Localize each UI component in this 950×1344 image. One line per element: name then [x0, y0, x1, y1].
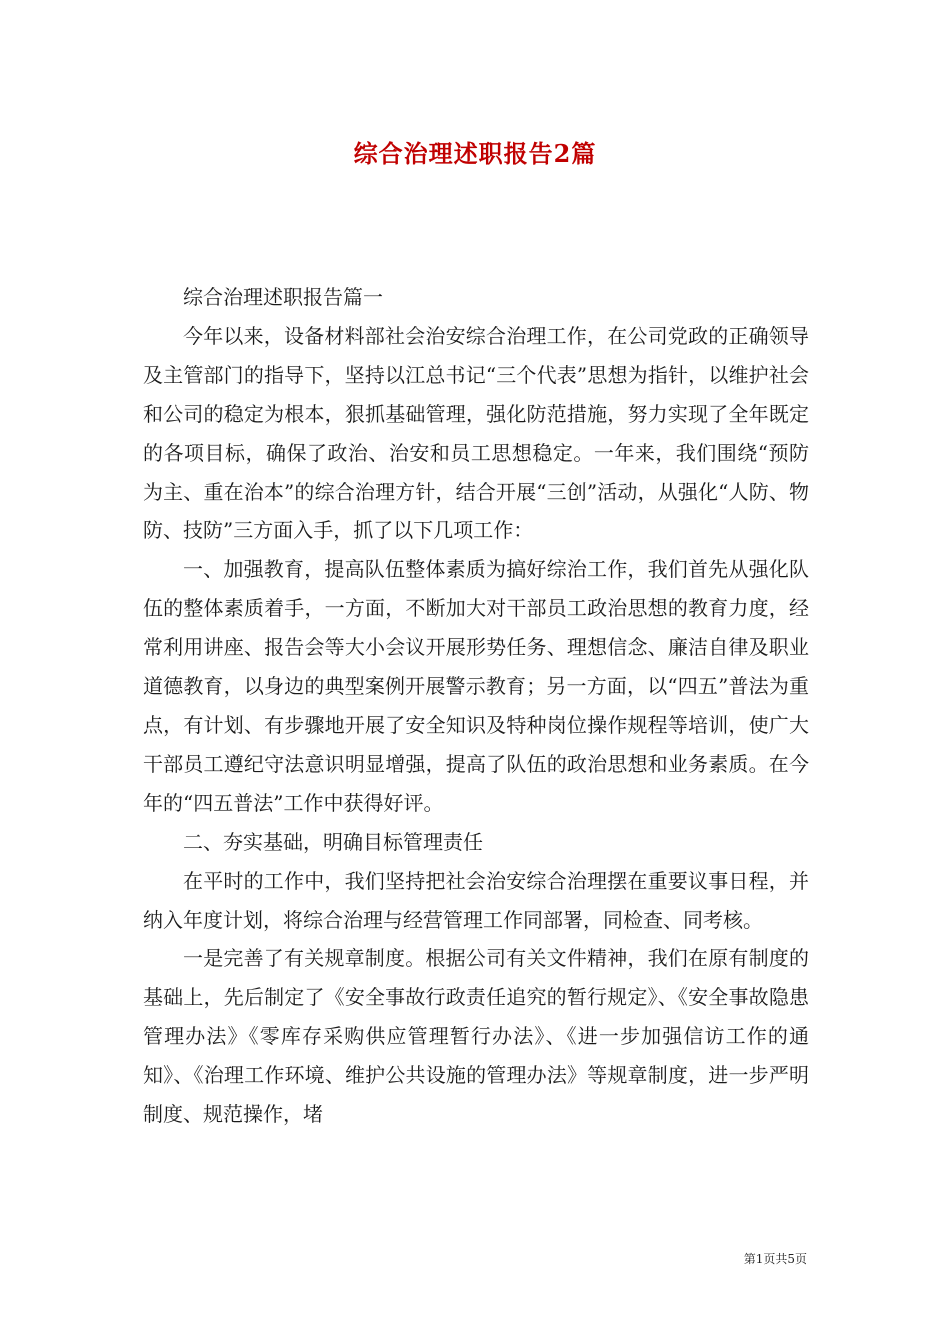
paragraph: 一是完善了有关规章制度。根据公司有关文件精神，我们在原有制度的基础上，先后制定了《安全事故行政责任追究的暂行规定》、《安全事故隐患管理办法》《零库存采购供应管理暂行办法》、《进一步加强信访工作的通知》、《治理工作环境、维护公共设施的管理办法》等规章制度，进一步严明制度、规范操作，堵: [143, 946, 809, 1127]
section-heading-1: 综合治理述职报告篇一: [183, 285, 383, 309]
page-number: 第1页共5页: [743, 1252, 807, 1266]
document-body: [143, 278, 809, 1134]
paragraph: 今年以来，设备材料部社会治安综合治理工作，在公司党政的正确领导及主管部门的指导下，坚持以江总书记“三个代表”思想为指针，以维护社会和公司的稳定为根本，狠抓基础管理，强化防范措施，努力实现了全年既定的各项目标，确保了政治、治安和员工思想稳定。一年来，我们围绕“预防为主、重在治本”的综合治理方针，结合开展“三创”活动，从强化“人防、物防、技防”三方面入手，抓了以下几项工作：: [143, 323, 809, 543]
page-title: 综合治理述职报告2篇: [353, 139, 597, 168]
paragraph: 在平时的工作中，我们坚持把社会治安综合治理摆在重要议事日程，并纳入年度计划，将综合治理与经营管理工作同部署，同检查、同考核。: [143, 868, 809, 932]
section-heading-2: 二、夯实基础，明确目标管理责任: [183, 829, 483, 854]
paragraph: 一、加强教育，提高队伍整体素质为搞好综治工作，我们首先从强化队伍的整体素质着手，一方面，不断加大对干部员工政治思想的教育力度，经常利用讲座、报告会等大小会议开展形势任务、理想信念、廉洁自律及职业道德教育，以身边的典型案例开展警示教育；另一方面，以“四五”普法为重点，有计划、有步骤地开展了安全知识及特种岗位操作规程等培训，使广大干部员工遵纪守法意识明显增强，提高了队伍的政治思想和业务素质。在今年的“四五普法”工作中获得好评。: [143, 557, 809, 815]
